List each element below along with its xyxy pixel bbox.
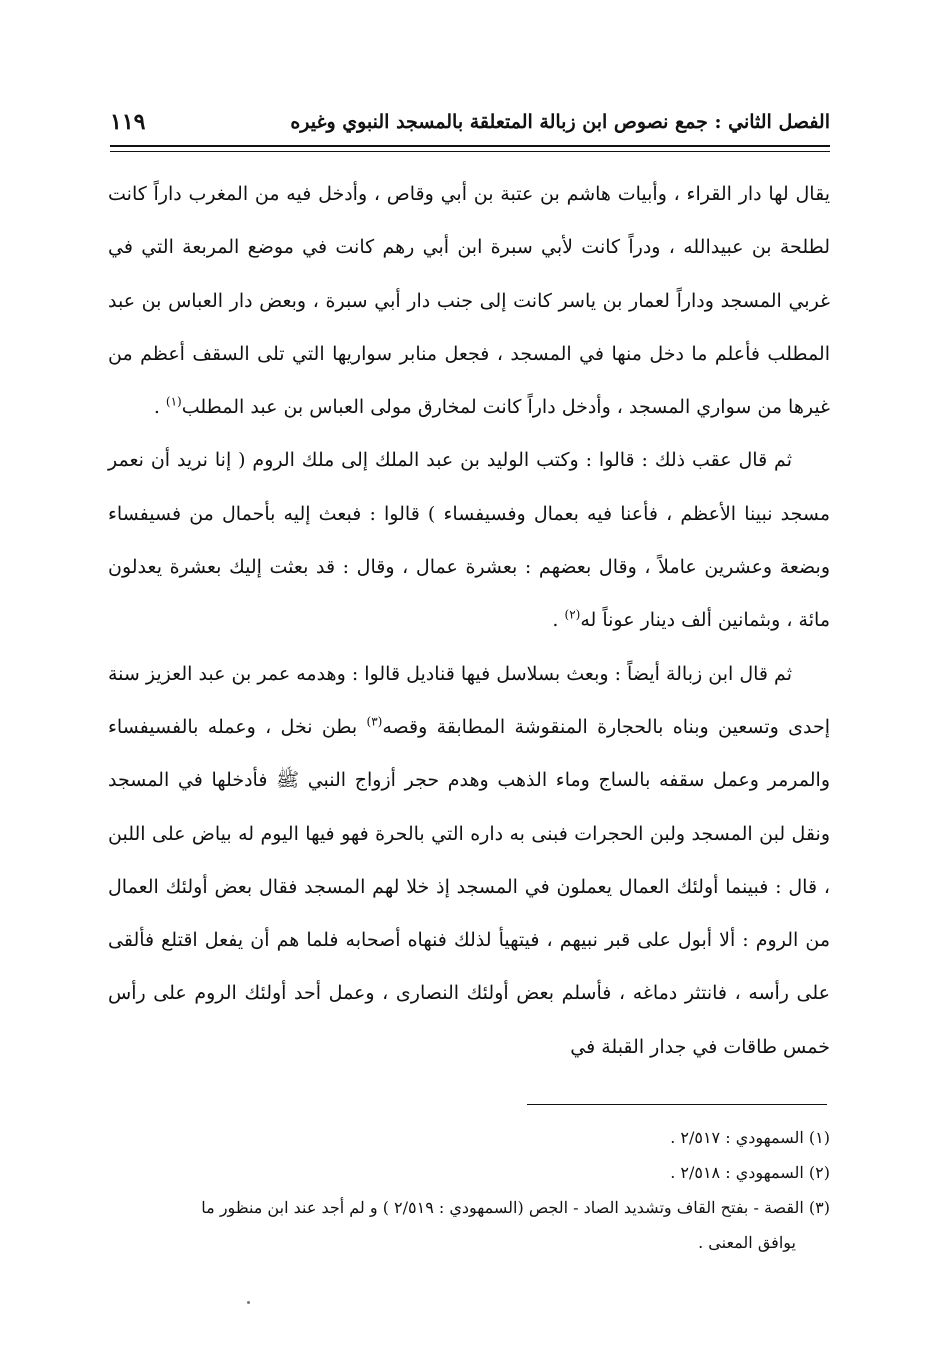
footnote-ref-2: (٢) (564, 608, 581, 623)
main-text (108, 168, 830, 1074)
paragraph-3-text-a: ثم قال ابن زبالة أيضاً : وبعث بسلاسل فيها قناديل قالوا : وهدمه عمر بن عبد العزيز سنة إحدى وتسعين وبناه بالحجارة المنقوشة المطابقة وقصه (108, 662, 831, 738)
footnote-ref-1: (١) (165, 394, 182, 409)
paragraph-1 (108, 168, 830, 434)
paragraph-1-end: . (153, 396, 166, 419)
paragraph-3 (108, 648, 830, 1074)
paragraph-2-text: ثم قال عقب ذلك : قالوا : وكتب الوليد بن عبد الملك إلى ملك الروم ( إنا نريد أن نعمر مسجد نبينا الأعظم ، فأعنا فيه بعمال وفسيفساء ) قالوا : فبعث إليه بأحمال من فسيفساء وبضعة وعشرين عاملاً ، وقال بعضهم : بعشرة عمال ، وقال : قد بعثت إليك بعشرة يعدلون مائة ، وبثمانين ألف دينار عوناً له (108, 449, 830, 632)
footnote-1: (١) السمهودي : ٢/٥١٧ . (670, 1128, 830, 1147)
paragraph-2 (108, 434, 830, 647)
scan-speck (247, 1301, 250, 1304)
paragraph-1-text: يقال لها دار القراء ، وأبيات هاشم بن عتبة بن أبي وقاص ، وأدخل فيه من المغرب داراً كانت لطلحة بن عبيدالله ، ودراً كانت لأبي سبرة ابن أبي رهم كانت في موضع المربعة التي في غربي المسجد وداراً لعمار بن ياسر كانت إلى جنب دار أبي سبرة ، وبعض دار العباس بن عبد المطلب فأعلم ما دخل منها في المسجد ، فجعل منابر سواريها التي تلى السقف أعظم من غيرها من سواري المسجد ، وأدخل داراً كانت لمخارق مولى العباس بن عبد المطلب (108, 183, 830, 419)
footnote-ref-3: (٣) (366, 714, 383, 729)
footnote-separator (527, 1104, 827, 1105)
paragraph-3-text-b: بطن نخل ، وعمله بالفسيفساء والمرمر وعمل سقفه بالساج وماء الذهب وهدم حجر أزواج النبي ﷺ فأدخلها في المسجد ونقل لبن المسجد ولبن الحجرات فبنى به داره التي بالحرة فهو فيها اليوم له بياض على اللبن ، قال : فبينما أولئك العمال يعملون في المسجد إذ خلا لهم المسجد فقال بعض أولئك العمال من الروم : ألا أبول على قبر نبيهم ، فيتهيأ لذلك فنهاه أصحابه فلما هم أن يفعل اقتلع فألقى على رأسه ، فانتثر دماغه ، فأسلم بعض أولئك النصارى ، وعمل أحد أولئك الروم على رأس خمس طاقات في جدار القبلة في (108, 715, 830, 1058)
footnote-3-continuation: يوافق المعنى . (698, 1233, 796, 1252)
footnote-2: (٢) السمهودي : ٢/٥١٨ . (670, 1163, 830, 1182)
footnotes (110, 1120, 830, 1260)
header-rule-thin (110, 151, 830, 152)
page-number: ١١٩ (110, 109, 146, 135)
footnote-3: (٣) القصة - بفتح القاف وتشديد الصاد - الجص (السمهودي : ٢/٥١٩ ) و لم أجد عند ابن منظور ما (201, 1198, 830, 1217)
header-rule-thick (110, 145, 830, 147)
chapter-title: الفصل الثاني : جمع نصوص ابن زبالة المتعلقة بالمسجد النبوي وغيره (290, 111, 830, 133)
running-header (110, 104, 830, 140)
paragraph-2-end: . (552, 609, 565, 632)
